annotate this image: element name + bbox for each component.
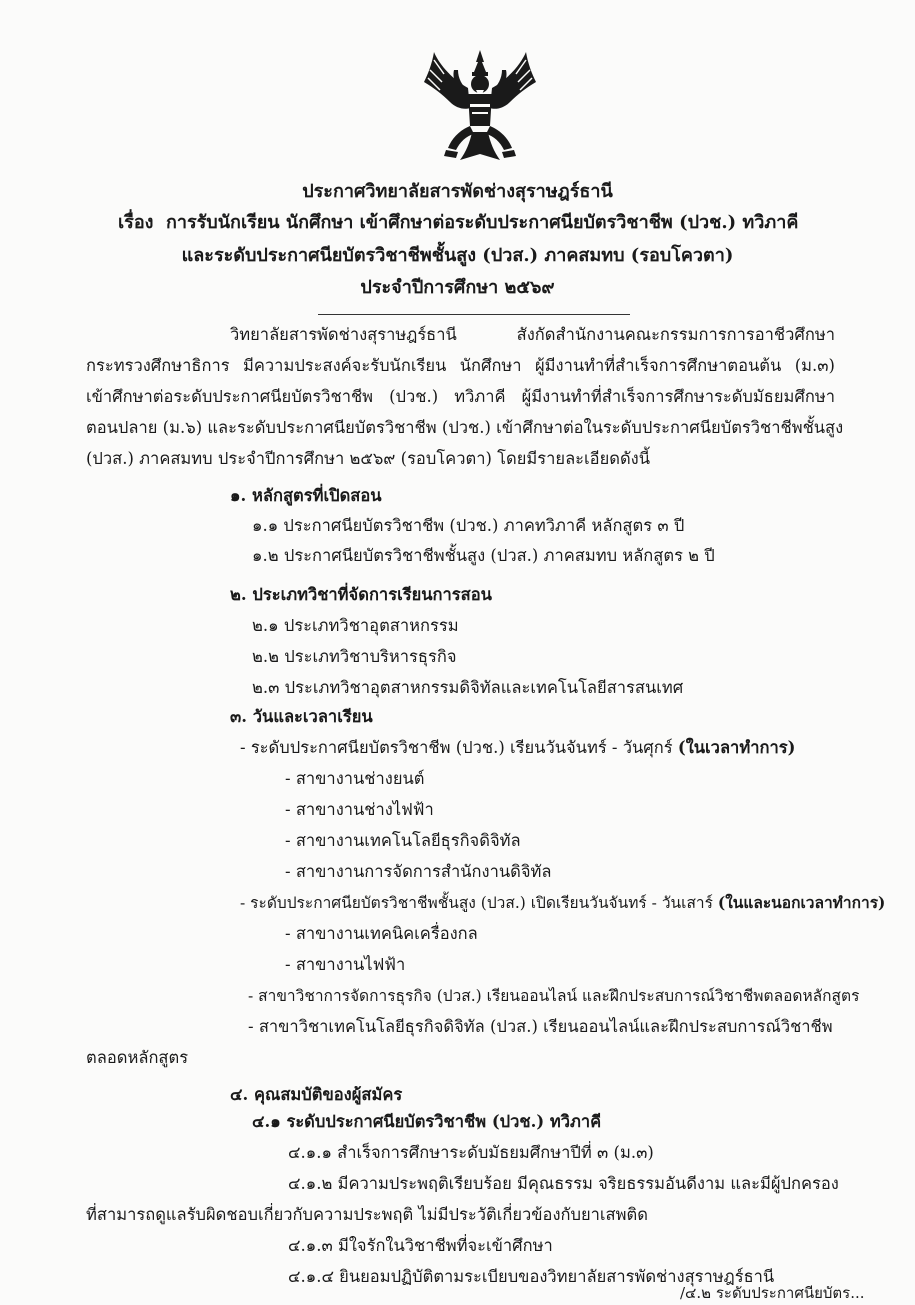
pvc-schedule-text: - ระดับประกาศนียบัตรวิชาชีพ (ปวช.) เรียนวันจันทร์ - วันศุกร์	[240, 738, 673, 757]
list-item: ๒.๓ ประเภทวิชาอุตสาหกรรมดิจิทัลและเทคโนโลยีสารสนเทศ	[252, 678, 684, 697]
list-item: ๔.๑.๓ มีใจรักในวิชาชีพที่จะเข้าศึกษา	[288, 1236, 553, 1255]
subject-line-2: และระดับประกาศนียบัตรวิชาชีพชั้นสูง (ปวส.) ภาคสมทบ (รอบโควตา)	[181, 245, 734, 266]
intro-line: เข้าศึกษาต่อระดับประกาศนียบัตรวิชาชีพ (ปวช.) ทวิภาคี ผู้มีงานทำที่สำเร็จการศึกษาระดับมัธยมศึกษา	[86, 387, 835, 406]
pvs-schedule	[240, 892, 885, 914]
list-item: - สาขางานช่างยนต์	[285, 769, 425, 788]
pvs-schedule-text: - ระดับประกาศนียบัตรวิชาชีพชั้นสูง (ปวส.) เปิดเรียนวันจันทร์ - วันเสาร์	[240, 894, 713, 912]
pvs-schedule-time: (ในและนอกเวลาทำการ)	[717, 893, 886, 912]
list-item: ๔.๑.๒ มีความประพฤติเรียบร้อย มีคุณธรรม จริยธรรมอันดีงาม และมีผู้ปกครอง	[288, 1174, 839, 1193]
list-item: - สาขางานเทคนิคเครื่องกล	[285, 924, 478, 943]
section-3-heading: ๓. วันและเวลาเรียน	[230, 707, 373, 726]
list-item: - สาขางานเทคโนโลยีธุรกิจดิจิทัล	[285, 831, 521, 850]
list-item: ๒.๒ ประเภทวิชาบริหารธุรกิจ	[252, 647, 457, 666]
list-item: ๔.๑.๔ ยินยอมปฏิบัติตามระเบียบของวิทยาลัยสารพัดช่างสุราษฎร์ธานี	[288, 1267, 775, 1286]
subject-text: การรับนักเรียน นักศึกษา เข้าศึกษาต่อระดับประกาศนียบัตรวิชาชีพ (ปวช.) ทวิภาคี	[165, 212, 799, 233]
list-item: - สาขางานการจัดการสำนักงานดิจิทัล	[285, 862, 552, 881]
online-program-1: - สาขาวิชาการจัดการธุรกิจ (ปวส.) เรียนออนไลน์ และฝึกประสบการณ์วิชาชีพตลอดหลักสูตร	[248, 987, 860, 1005]
section-2-heading: ๒. ประเภทวิชาที่จัดการเรียนการสอน	[230, 585, 492, 604]
list-item-cont: ที่สามารถดูแลรับผิดชอบเกี่ยวกับความประพฤติ ไม่มีประวัติเกี่ยวข้องกับยาเสพติด	[86, 1205, 648, 1224]
online-program-2: - สาขาวิชาเทคโนโลยีธุรกิจดิจิทัล (ปวส.) เรียนออนไลน์และฝึกประสบการณ์วิชาชีพ	[248, 1017, 833, 1036]
intro-line: ตอนปลาย (ม.๖) และระดับประกาศนียบัตรวิชาชีพ (ปวช.) เข้าศึกษาต่อในระดับประกาศนียบัตรวิชาชีพชั้นสูง	[86, 418, 844, 437]
list-item: ๑.๑ ประกาศนียบัตรวิชาชีพ (ปวช.) ภาคทวิภาคี หลักสูตร ๓ ปี	[252, 516, 685, 535]
pvc-schedule-time: (ในเวลาทำการ)	[677, 738, 796, 757]
pvc-schedule	[240, 737, 795, 759]
page-continuation: /๔.๒ ระดับประกาศนียบัตร...	[680, 1284, 865, 1302]
announcement-title: ประกาศวิทยาลัยสารพัดช่างสุราษฎร์ธานี	[302, 181, 613, 202]
intro-line: (ปวส.) ภาคสมทบ ประจำปีการศึกษา ๒๕๖๙ (รอบโควตา) โดยมีรายละเอียดดังนี้	[86, 449, 651, 468]
list-item: ๑.๒ ประกาศนียบัตรวิชาชีพชั้นสูง (ปวส.) ภาคสมทบ หลักสูตร ๒ ปี	[252, 546, 715, 565]
heading-divider	[318, 314, 630, 315]
list-item: - สาขางานไฟฟ้า	[285, 955, 406, 974]
online-program-2-cont: ตลอดหลักสูตร	[86, 1048, 189, 1067]
intro-line: วิทยาลัยสารพัดช่างสุราษฎร์ธานี สังกัดสำนักงานคณะกรรมการการอาชีวศึกษา	[230, 325, 835, 344]
intro-line: กระทรวงศึกษาธิการ มีความประสงค์จะรับนักเรียน นักศึกษา ผู้มีงานทำที่สำเร็จการศึกษาตอนต้น (ม.๓)	[86, 356, 835, 375]
subject-line	[118, 212, 798, 234]
garuda-emblem-icon	[420, 48, 540, 168]
section-1-heading: ๑. หลักสูตรที่เปิดสอน	[230, 486, 382, 505]
section-4-heading: ๔. คุณสมบัติของผู้สมัคร	[230, 1085, 403, 1104]
section-4-1-heading: ๔.๑ ระดับประกาศนียบัตรวิชาชีพ (ปวช.) ทวิภาคี	[252, 1112, 602, 1131]
list-item: - สาขางานช่างไฟฟ้า	[285, 800, 434, 819]
list-item: ๔.๑.๑ สำเร็จการศึกษาระดับมัธยมศึกษาปีที่ ๓ (ม.๓)	[288, 1143, 654, 1162]
subject-label: เรื่อง	[118, 212, 154, 233]
academic-year: ประจำปีการศึกษา ๒๕๖๙	[360, 277, 555, 298]
list-item: ๒.๑ ประเภทวิชาอุตสาหกรรม	[252, 616, 459, 635]
